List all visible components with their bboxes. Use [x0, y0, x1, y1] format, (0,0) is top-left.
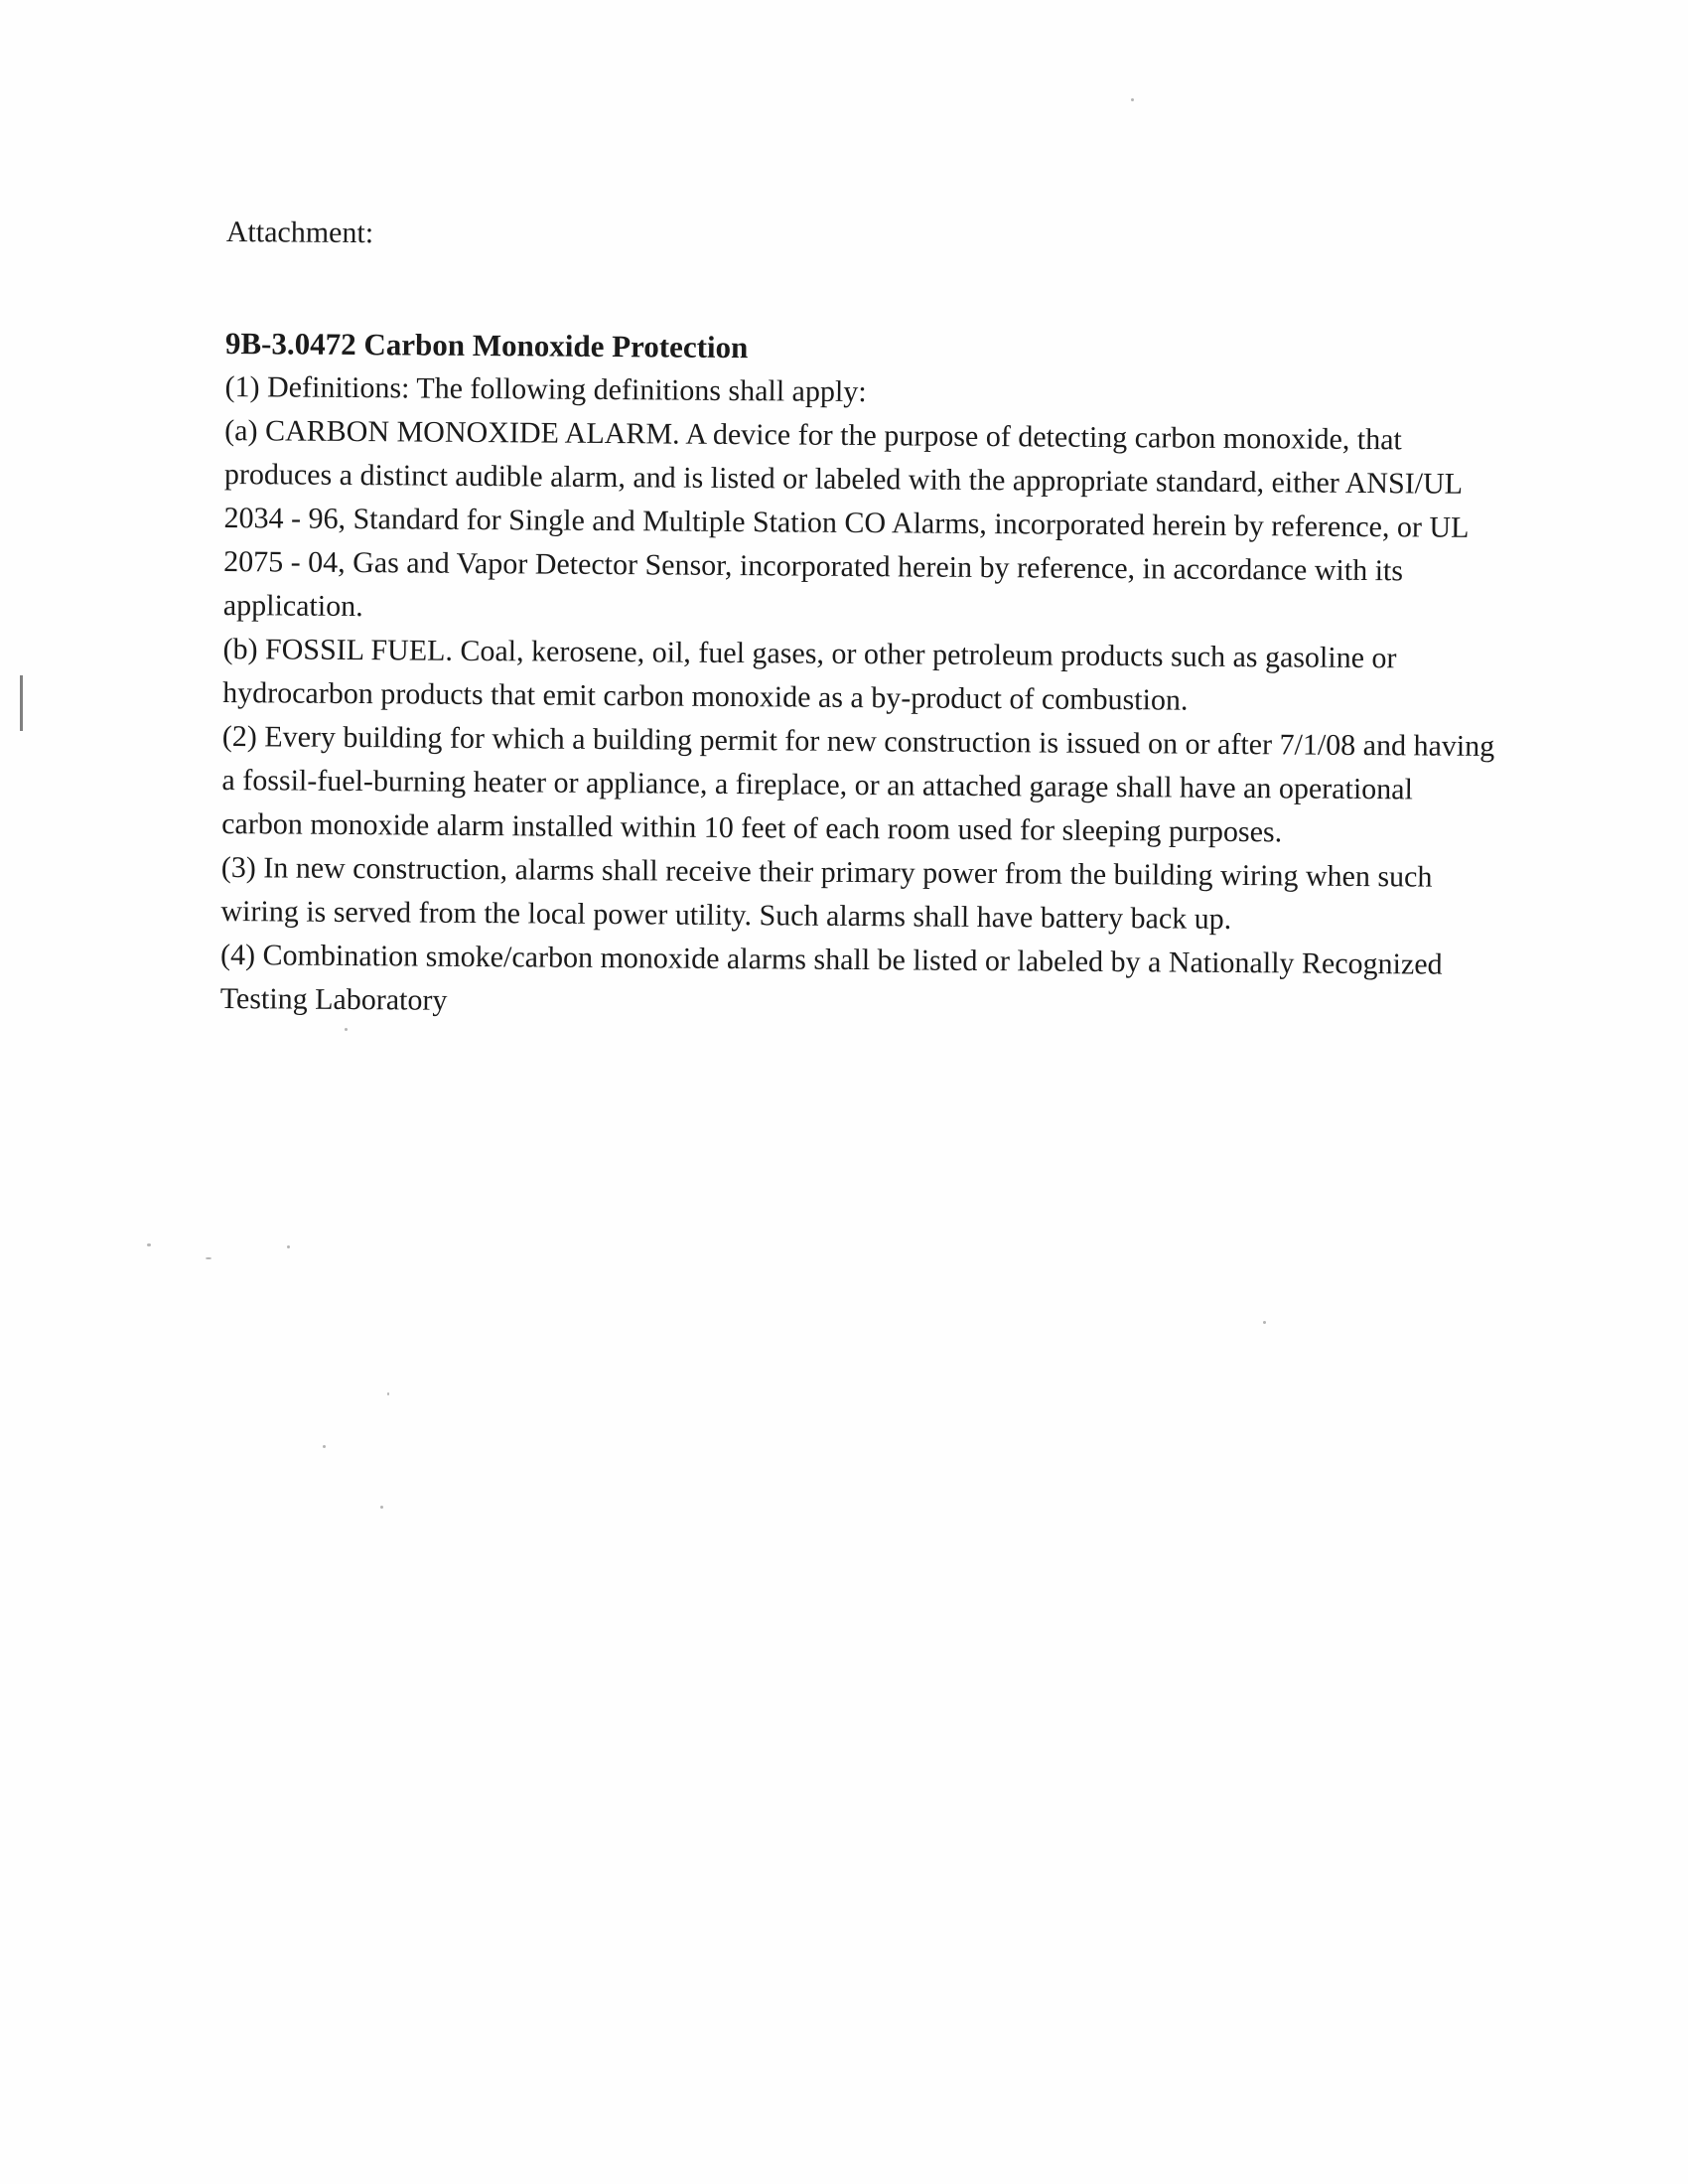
scan-speckle: [345, 1028, 348, 1031]
document-body: [220, 211, 1502, 1031]
scan-speckle: [287, 1245, 290, 1248]
scan-speckle: [387, 1392, 389, 1395]
scan-speckle: [1131, 98, 1134, 101]
paragraph-new-construction-power: (3) In new construction, alarms shall receive their primary power from the building wiring when such wiring is served from the local power utility. Such alarms shall have battery back up.: [220, 850, 1433, 936]
paragraph-fossil-fuel-definition: (b) FOSSIL FUEL. Coal, kerosene, oil, fuel gases, or other petroleum products such as gasoline or hydrocarbon products that emit carbon monoxide as a by-product of combustion.: [222, 632, 1397, 717]
section-heading: 9B-3.0472 Carbon Monoxide Protection: [224, 325, 749, 365]
scan-speckle: [147, 1243, 151, 1246]
scan-speckle: [206, 1257, 211, 1259]
scan-speckle: [323, 1445, 326, 1448]
paragraph-carbon-monoxide-alarm-definition: (a) CARBON MONOXIDE ALARM. A device for the purpose of detecting carbon monoxide, that produces a distinct audible alarm, and is listed or labeled with the appropriate standard, either ANSI/UL 2034 - 96, Standard for Single and Multiple Station CO Alarms, incorporated herein by reference, or UL 2075 - 04, Gas and Vapor Detector Sensor, incorporated herein by reference, in accordance with its application.: [222, 413, 1469, 624]
paragraph-building-permit-requirement: (2) Every building for which a building permit for new construction is issued on or after 7/1/08 and having a fossil-fuel-burning heater or appliance, a fireplace, or an attached garage shall have an operational carbon monoxide alarm installed within 10 feet of each room used for sleeping purposes.: [221, 719, 1495, 849]
scan-artifact-line: [20, 675, 23, 731]
paragraph-combination-alarms: (4) Combination smoke/carbon monoxide alarms shall be listed or labeled by a Nationally Recognized Testing Laboratory: [219, 938, 1443, 1017]
scan-speckle: [380, 1506, 383, 1509]
attachment-label: Attachment:: [225, 215, 374, 250]
scan-speckle: [1263, 1321, 1266, 1324]
paragraph-definitions-intro: (1) Definitions: The following definitions shall apply:: [224, 369, 867, 409]
